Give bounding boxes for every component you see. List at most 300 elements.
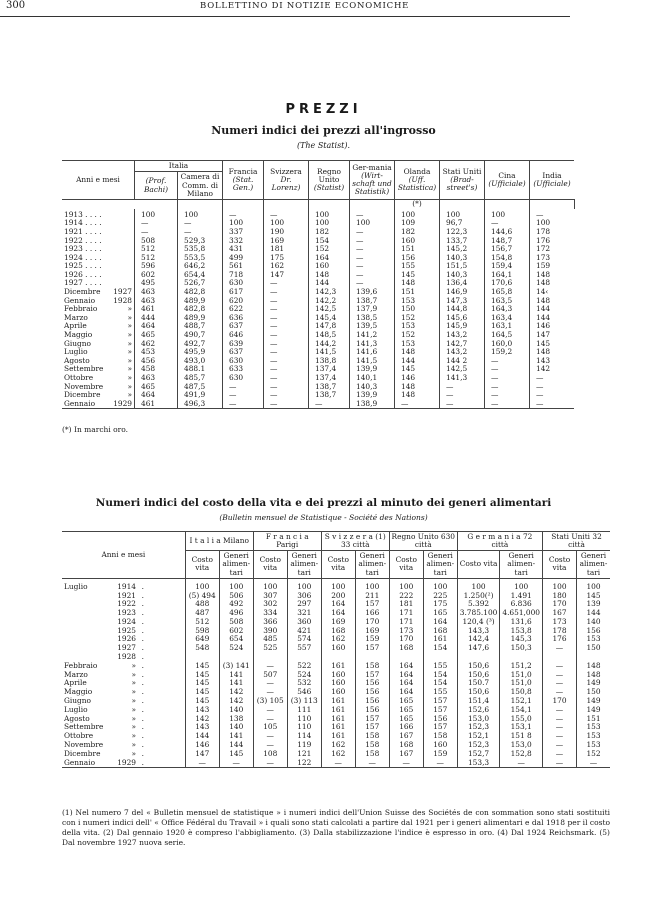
cell: 152,1 — [457, 732, 500, 741]
cell: 553,5 — [178, 254, 223, 263]
cell: 512 — [135, 254, 178, 263]
cell: 535,8 — [178, 245, 223, 254]
row-label: 1913 . . . . — [64, 209, 102, 219]
cell: — — [543, 679, 577, 688]
col2-costo-vita: Costo vita — [389, 551, 423, 578]
cell: 146 — [185, 741, 219, 750]
cell: — — [530, 374, 575, 383]
cell: — — [577, 759, 611, 768]
cell: 182 — [395, 228, 440, 237]
cell: 156 — [355, 706, 389, 715]
cell: 465 — [135, 331, 178, 340]
cell: 156 — [423, 715, 457, 724]
cell: 139,9 — [350, 365, 395, 374]
cell: 111 — [287, 706, 321, 715]
cell: 144,6 — [485, 228, 530, 237]
cell: 159 — [423, 750, 457, 759]
cell: 145 — [219, 750, 253, 759]
cell: — — [485, 391, 530, 400]
cell: — — [264, 297, 309, 306]
cell: (5) 494 — [185, 592, 219, 601]
cell: 151,0 — [500, 671, 543, 680]
row-label: 1926 . . . . — [64, 269, 102, 279]
row-label: Luglio 1914 . — [64, 581, 144, 591]
cell: 602 — [219, 627, 253, 636]
cell: 169 — [321, 618, 355, 627]
cell: 145,3 — [500, 635, 543, 644]
cell: 147,8 — [309, 322, 350, 331]
cell: 148 — [530, 271, 575, 280]
cell: (3) 141 — [219, 662, 253, 671]
col-svizzera: Svizzera Dr. Lorenz) — [264, 161, 309, 200]
cell: 157 — [423, 723, 457, 732]
cell: — — [543, 715, 577, 724]
cell: 159,2 — [485, 348, 530, 357]
cell: 152 — [577, 750, 611, 759]
cell: 152 — [309, 245, 350, 254]
cell: — — [264, 391, 309, 400]
row-label: 1926 . — [117, 634, 144, 644]
cell: 165 — [389, 715, 423, 724]
cell: 496 — [219, 609, 253, 618]
cell: 321 — [287, 609, 321, 618]
cell: 150.7 — [457, 679, 500, 688]
cell: — — [355, 759, 389, 768]
cell: 649 — [185, 635, 219, 644]
cell: — — [395, 400, 440, 409]
cell: 153 — [577, 741, 611, 750]
cell: 144 2 — [440, 357, 485, 366]
cell: 142 — [530, 365, 575, 374]
cell: 151,0 — [500, 679, 543, 688]
cell: 142,3 — [309, 288, 350, 297]
col2-generi-alimentari: Generi alimen-tari — [355, 551, 389, 578]
cell: — — [423, 759, 457, 768]
cell: — — [178, 228, 223, 237]
cell: 156 — [577, 627, 611, 636]
row-label: Ottobre » — [64, 373, 132, 382]
cell: 160 — [321, 688, 355, 697]
cell: 487,5 — [178, 383, 223, 392]
col2-costo-vita: Costo vita — [457, 551, 500, 578]
cell: 141,2 — [350, 331, 395, 340]
row-label: Dicembre 1927 — [64, 287, 132, 297]
cell: 485 — [253, 635, 287, 644]
cell: 147,6 — [457, 644, 500, 653]
cell: 337 — [223, 228, 264, 237]
cell: 172 — [530, 245, 575, 254]
cell: — — [253, 715, 287, 724]
cell: 137,9 — [350, 305, 395, 314]
cell: 161 — [321, 715, 355, 724]
cell: — — [485, 374, 530, 383]
cell: 148 — [395, 383, 440, 392]
cell: 489,9 — [178, 297, 223, 306]
cell: 147 — [264, 271, 309, 280]
cell: — — [223, 400, 264, 409]
cell: 157 — [355, 644, 389, 653]
cell: 630 — [223, 374, 264, 383]
cell: 165 — [389, 706, 423, 715]
cell: 302 — [253, 600, 287, 609]
cell: 143,2 — [440, 348, 485, 357]
cell: 145,2 — [440, 245, 485, 254]
col2-group: F r a n c i a Parigi — [253, 532, 321, 551]
cell: 144 — [530, 314, 575, 323]
cell: 151,5 — [440, 262, 485, 271]
row-label: Giugno » — [64, 338, 132, 348]
cell: — — [264, 314, 309, 323]
cell: 139,5 — [350, 322, 395, 331]
cell: 147 — [185, 750, 219, 759]
cell: 151 — [395, 288, 440, 297]
cell: 154 — [423, 644, 457, 653]
table1-title: Numeri indici dei prezzi all'ingrosso — [211, 124, 436, 137]
cell: 100 — [321, 578, 355, 591]
cell: — — [389, 759, 423, 768]
cost-of-living-table — [62, 531, 610, 768]
cell: 142 — [219, 697, 253, 706]
cell: 150 — [395, 305, 440, 314]
cell: 145 — [577, 592, 611, 601]
cell: 100 — [264, 219, 309, 228]
cell: 153,8 — [500, 627, 543, 636]
table-row — [62, 400, 610, 409]
cell: 100 — [309, 209, 350, 220]
row-label: Luglio » . — [64, 704, 144, 714]
cell: — — [530, 383, 575, 392]
cell: 144,8 — [440, 305, 485, 314]
cell: 155 — [423, 662, 457, 671]
cell: 143,2 — [440, 331, 485, 340]
cell: 152,3 — [457, 723, 500, 732]
cell: 156,7 — [485, 245, 530, 254]
cell: — — [440, 391, 485, 400]
cell: 464 — [135, 391, 178, 400]
cell: 141 — [219, 671, 253, 680]
cell: — — [543, 706, 577, 715]
cell: 190 — [264, 228, 309, 237]
col-anni-e-mesi: Anni e mesi — [62, 161, 135, 200]
cell: 307 — [253, 592, 287, 601]
cell: 148 — [395, 391, 440, 400]
cell: 6.836 — [500, 600, 543, 609]
cell: 138,7 — [309, 383, 350, 392]
cell: — — [440, 383, 485, 392]
cell: 141,3 — [440, 374, 485, 383]
cell: 488.1 — [178, 365, 223, 374]
cell: 145,6 — [440, 314, 485, 323]
cell: — — [350, 209, 395, 220]
cell: 166 — [389, 723, 423, 732]
cell: 165,8 — [485, 288, 530, 297]
cell: 161 — [321, 706, 355, 715]
cell: 548 — [185, 644, 219, 653]
cell: 122,3 — [440, 228, 485, 237]
cell: 144,2 — [309, 340, 350, 349]
cell: 171 — [389, 618, 423, 627]
row-label: 1927 . . . . — [64, 278, 102, 288]
cell: 158 — [423, 732, 457, 741]
table2-body — [62, 578, 610, 768]
cell: 444 — [135, 314, 178, 323]
cell: 164 — [389, 688, 423, 697]
cell: 654 — [219, 635, 253, 644]
cell: 145 — [395, 271, 440, 280]
cell: 141,5 — [350, 357, 395, 366]
cell: 159 — [355, 635, 389, 644]
cell: 160 — [309, 262, 350, 271]
cell: 561 — [223, 262, 264, 271]
cell: 162 — [264, 262, 309, 271]
cell: 633 — [223, 365, 264, 374]
col2-generi-alimentari: Generi alimen-tari — [577, 551, 611, 578]
cell: — — [500, 759, 543, 768]
cell: 153,1 — [500, 723, 543, 732]
cell: 144 — [577, 609, 611, 618]
cell: 100 — [389, 578, 423, 591]
cell: 525 — [253, 644, 287, 653]
cell: 141,5 — [309, 348, 350, 357]
cell: 154,8 — [485, 254, 530, 263]
cell: 154 — [309, 237, 350, 246]
cell: — — [350, 254, 395, 263]
cell: 162 — [321, 635, 355, 644]
cell: 152,7 — [457, 750, 500, 759]
row-label: 1923 . . . . — [64, 244, 102, 254]
cell: 161 — [321, 732, 355, 741]
row-label: Luglio » — [64, 347, 132, 357]
cell: 492,7 — [178, 340, 223, 349]
row-label: 1923 . — [117, 608, 144, 618]
table2-source: (Bulletin mensuel de Statistique - Société des Nations) — [219, 513, 428, 522]
cell: 163,1 — [485, 322, 530, 331]
cell: 140 — [219, 706, 253, 715]
cell: 150 — [577, 644, 611, 653]
cell: 100 — [577, 578, 611, 591]
cell: 3.785.100 — [457, 609, 500, 618]
cell: 306 — [287, 592, 321, 601]
cell: 143 — [530, 357, 575, 366]
cell: 148,5 — [309, 331, 350, 340]
cell: 148 — [577, 662, 611, 671]
cell: 167 — [389, 750, 423, 759]
cell: 100 — [178, 209, 223, 220]
cell: — — [543, 741, 577, 750]
cell: 131,6 — [500, 618, 543, 627]
cell: 297 — [287, 600, 321, 609]
cell: 162 — [321, 741, 355, 750]
cell: 145 — [185, 688, 219, 697]
cell: 507 — [253, 671, 287, 680]
cell: 617 — [223, 288, 264, 297]
col2-group: Stati Uniti 32 città — [543, 532, 611, 551]
cell: 154,1 — [500, 706, 543, 715]
cell: — — [440, 400, 485, 409]
cell: 168 — [423, 627, 457, 636]
cell: 654,4 — [178, 271, 223, 280]
row-label: Dicembre » — [64, 390, 132, 400]
row-label: 1921 . . . . — [64, 226, 102, 236]
page-number: 300 — [6, 0, 26, 11]
cell: 166 — [355, 609, 389, 618]
cell: 636 — [223, 314, 264, 323]
cell: 150,8 — [500, 688, 543, 697]
cell: 620 — [223, 297, 264, 306]
cell: 461 — [135, 305, 178, 314]
cell: 138 — [219, 715, 253, 724]
cell: 142,2 — [309, 297, 350, 306]
cell: 151,2 — [500, 662, 543, 671]
col2-costo-vita: Costo vita — [253, 551, 287, 578]
cell: — — [485, 219, 530, 228]
cell: 110 — [287, 723, 321, 732]
cell: — — [264, 383, 309, 392]
cell: 490,7 — [178, 331, 223, 340]
cell: 488,7 — [178, 322, 223, 331]
cell: — — [264, 340, 309, 349]
cell: 161 — [321, 697, 355, 706]
cell: 390 — [253, 627, 287, 636]
cell: 105 — [253, 723, 287, 732]
col2-costo-vita: Costo vita — [185, 551, 219, 578]
table1-note: (*) In marchi oro. — [62, 425, 129, 434]
cell: 110 — [287, 715, 321, 724]
col2-generi-alimentari: Generi alimen-tari — [423, 551, 457, 578]
col2-group: G e r m a n i a 72 città — [457, 532, 542, 551]
cell: — — [543, 644, 577, 653]
cell: 140 — [577, 618, 611, 627]
cell: 152 — [395, 314, 440, 323]
col-italia-bachi: (Prof. Bachi) — [135, 172, 178, 200]
cell: 574 — [287, 635, 321, 644]
cell: 157 — [355, 715, 389, 724]
cell: 100 — [219, 578, 253, 591]
col2-generi-alimentari: Generi alimen-tari — [219, 551, 253, 578]
cell: — — [185, 759, 219, 768]
row-label: Marzo » . — [64, 669, 144, 679]
cell: 148 — [530, 297, 575, 306]
row-label: Dicembre » . — [64, 748, 144, 758]
cell: 181 — [264, 245, 309, 254]
row-label: Settembre » — [64, 364, 132, 374]
cell: 499 — [223, 254, 264, 263]
cell: 157 — [355, 723, 389, 732]
cell: — — [253, 679, 287, 688]
cell: 431 — [223, 245, 264, 254]
cell: 464 — [135, 322, 178, 331]
cell: 153 — [577, 635, 611, 644]
table-row — [62, 578, 610, 591]
cell: 508 — [219, 618, 253, 627]
cell: 512 — [135, 245, 178, 254]
col-italia-camera: Camera di Comm. di Milano — [178, 172, 223, 200]
cell: — — [485, 383, 530, 392]
cell: — — [543, 732, 577, 741]
cell: — — [178, 219, 223, 228]
cell: 200 — [321, 592, 355, 601]
cell: — — [223, 391, 264, 400]
cell: — — [350, 279, 395, 288]
cell: 163,5 — [485, 297, 530, 306]
cell: 114 — [287, 732, 321, 741]
footnotes: (1) Nel numero 7 del « Bulletin mensuel de statistique » i numeri indici dell'Union Suisse des Sociétés de con sommation sono stati sostituiti con i numeri indici dell' « Office Fédéral du Travail » i quali sono stati calcolati a partire dal 1921 per i generi alimentari e dal 1918 per il costo della vita. (2) Dal gennaio 1920 è compreso l'abbigliamento. (3) Dalla stabilizzazione l'indice è espresso in oro. (4) Dal 1924 Reichsmark. (5) Dal novembre 1927 nuova serie. — [62, 808, 610, 847]
cell: 158 — [355, 732, 389, 741]
cell: 140,3 — [440, 254, 485, 263]
cell: — — [485, 357, 530, 366]
cell: 173 — [543, 618, 577, 627]
cell: 138,9 — [350, 400, 395, 409]
cell: 164 — [389, 671, 423, 680]
cell: 176 — [543, 635, 577, 644]
cell: 463 — [135, 297, 178, 306]
cell: 485,7 — [178, 374, 223, 383]
cell: — — [253, 688, 287, 697]
cell: 139,6 — [350, 288, 395, 297]
col2-generi-alimentari: Generi alimen-tari — [500, 551, 543, 578]
cell: 100 — [423, 578, 457, 591]
cell: 175 — [423, 600, 457, 609]
cell: 161 — [423, 635, 457, 644]
cell: 222 — [389, 592, 423, 601]
cell: — — [264, 209, 309, 220]
cell: 152 — [395, 331, 440, 340]
cell: 506 — [219, 592, 253, 601]
cell: 140,3 — [440, 271, 485, 280]
cell: 532 — [287, 679, 321, 688]
cell: 4.651,000 — [500, 609, 543, 618]
cell: 100 — [185, 578, 219, 591]
cell: 142 — [219, 688, 253, 697]
cell: 100 — [355, 578, 389, 591]
cell: 482,8 — [178, 288, 223, 297]
cell: 100 — [395, 209, 440, 220]
row-label: Novembre » . — [64, 740, 144, 750]
cell: 526,7 — [178, 279, 223, 288]
cell: 463 — [135, 374, 178, 383]
row-label: Giugno » . — [64, 696, 144, 706]
cell: 143 — [185, 706, 219, 715]
col2-group: S v i z z e r a (1) 33 città — [321, 532, 389, 551]
cell: 153 — [395, 340, 440, 349]
cell: 153,0 — [500, 741, 543, 750]
cell: 137,4 — [309, 374, 350, 383]
row-label: Febbraio » — [64, 304, 132, 314]
row-label: Agosto » — [64, 355, 132, 365]
cell: 136,4 — [440, 279, 485, 288]
col-regno-unito: Regno Unito (Statist) — [309, 161, 350, 200]
cell: 145,4 — [309, 314, 350, 323]
cell: — — [309, 400, 350, 409]
cell: 171 — [389, 609, 423, 618]
cell: — — [530, 209, 575, 220]
cell: 100 — [223, 219, 264, 228]
cell: 602 — [135, 271, 178, 280]
row-label: 1921 . — [117, 590, 144, 600]
row-label: Gennaio 1929 . — [62, 759, 185, 768]
cell: 170 — [543, 600, 577, 609]
row-label: Agosto » . — [64, 713, 144, 723]
cell: 119 — [287, 741, 321, 750]
cell: 167 — [543, 609, 577, 618]
cell: 546 — [287, 688, 321, 697]
cell: 121 — [287, 750, 321, 759]
cell: 491,9 — [178, 391, 223, 400]
cell: 157 — [423, 706, 457, 715]
col-olanda: Olanda (Uff. Statistica) — [395, 161, 440, 200]
cell: 153 — [577, 732, 611, 741]
cell: 152,3 — [457, 741, 500, 750]
